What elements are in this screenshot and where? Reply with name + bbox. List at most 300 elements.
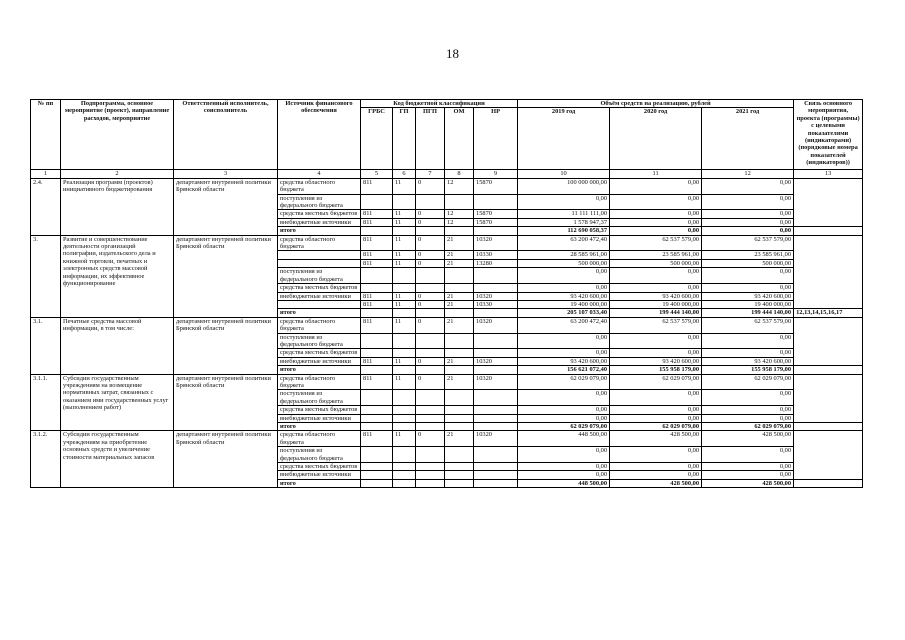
amount-2020: 23 585 961,00 bbox=[610, 251, 702, 259]
budget-code: 811 bbox=[361, 292, 393, 300]
funding-source: поступления из федерального бюджета bbox=[278, 390, 361, 406]
budget-code: 11 bbox=[393, 259, 416, 267]
amount-2021: 0,00 bbox=[702, 349, 794, 357]
budget-code bbox=[361, 479, 393, 487]
budget-code bbox=[474, 227, 518, 235]
budget-code: 15870 bbox=[474, 218, 518, 226]
budget-code: 10320 bbox=[474, 431, 518, 447]
budget-code bbox=[474, 268, 518, 284]
budget-code: 0 bbox=[416, 259, 445, 267]
budget-code bbox=[416, 471, 445, 479]
row-number: 3.1. bbox=[31, 317, 61, 374]
budget-code: 11 bbox=[393, 300, 416, 308]
budget-code bbox=[445, 463, 474, 471]
budget-code: 21 bbox=[445, 374, 474, 390]
budget-code bbox=[416, 390, 445, 406]
amount-2021: 0,00 bbox=[702, 471, 794, 479]
indicator-link-total bbox=[794, 227, 863, 235]
amount-2020: 93 420 600,00 bbox=[610, 357, 702, 365]
amount-2019: 0,00 bbox=[518, 406, 610, 414]
amount-2020: 19 400 000,00 bbox=[610, 300, 702, 308]
funding-source: поступления из федерального бюджета bbox=[278, 194, 361, 210]
amount-2021: 0,00 bbox=[702, 447, 794, 463]
index-row bbox=[31, 170, 863, 178]
budget-code: 0 bbox=[416, 317, 445, 333]
budget-code: 12 bbox=[445, 210, 474, 218]
budget-code: 0 bbox=[416, 374, 445, 390]
budget-code bbox=[393, 227, 416, 235]
budget-code bbox=[361, 284, 393, 292]
amount-2019: 100 000 000,00 bbox=[518, 178, 610, 194]
budget-code: 11 bbox=[393, 235, 416, 251]
executor-name: департамент внутренней политики Брянской области bbox=[174, 431, 278, 488]
funding-source: внебюджетные источники bbox=[278, 218, 361, 226]
funding-source bbox=[278, 300, 361, 308]
budget-code: 21 bbox=[445, 300, 474, 308]
indicator-link bbox=[794, 431, 863, 479]
amount-2020: 0,00 bbox=[610, 406, 702, 414]
measure-name: Субсидии государственным учреждениям на возмещение нормативных затрат, связанных с оказанием ими государственных услуг (выполнением работ) bbox=[61, 374, 174, 431]
funding-source bbox=[278, 259, 361, 267]
executor-name: департамент внутренней политики Брянской области bbox=[174, 178, 278, 235]
amount-2019: 156 621 072,40 bbox=[518, 366, 610, 374]
amount-2020: 62 029 079,00 bbox=[610, 374, 702, 390]
amount-2021: 0,00 bbox=[702, 210, 794, 218]
amount-2019: 0,00 bbox=[518, 471, 610, 479]
index-cell: 7 bbox=[416, 170, 445, 178]
budget-code bbox=[445, 194, 474, 210]
amount-2021: 0,00 bbox=[702, 227, 794, 235]
amount-2019: 11 111 111,00 bbox=[518, 210, 610, 218]
header-no: № пп bbox=[31, 100, 61, 170]
budget-code: 811 bbox=[361, 210, 393, 218]
amount-2020: 0,00 bbox=[610, 210, 702, 218]
budget-code bbox=[445, 284, 474, 292]
funding-source: средства местных бюджетов bbox=[278, 406, 361, 414]
budget-code: 811 bbox=[361, 300, 393, 308]
indicator-link-total bbox=[794, 423, 863, 431]
budget-code: 811 bbox=[361, 374, 393, 390]
budget-code bbox=[416, 194, 445, 210]
amount-2020: 0,00 bbox=[610, 333, 702, 349]
indicator-link bbox=[794, 317, 863, 365]
budget-code bbox=[361, 227, 393, 235]
budget-code bbox=[416, 284, 445, 292]
budget-code bbox=[393, 423, 416, 431]
amount-2019: 500 000,00 bbox=[518, 259, 610, 267]
executor-name: департамент внутренней политики Брянской области bbox=[174, 235, 278, 317]
header-row bbox=[31, 100, 863, 108]
amount-2021: 0,00 bbox=[702, 463, 794, 471]
budget-code bbox=[445, 366, 474, 374]
amount-2019: 63 200 472,40 bbox=[518, 235, 610, 251]
budget-code bbox=[445, 479, 474, 487]
amount-2019: 0,00 bbox=[518, 333, 610, 349]
budget-code: 13280 bbox=[474, 259, 518, 267]
budget-code bbox=[393, 349, 416, 357]
budget-code: 12 bbox=[445, 218, 474, 226]
budget-code bbox=[361, 349, 393, 357]
amount-2019: 19 400 000,00 bbox=[518, 300, 610, 308]
table-row bbox=[31, 235, 863, 251]
budget-code bbox=[416, 349, 445, 357]
budget-code bbox=[361, 333, 393, 349]
funding-source: средства местных бюджетов bbox=[278, 349, 361, 357]
funding-source: итого bbox=[278, 423, 361, 431]
budget-code: 21 bbox=[445, 431, 474, 447]
budget-code bbox=[445, 227, 474, 235]
amount-2020: 0,00 bbox=[610, 178, 702, 194]
amount-2019: 62 029 079,00 bbox=[518, 423, 610, 431]
header-code-nr: НР bbox=[474, 108, 518, 170]
indicator-link bbox=[794, 178, 863, 226]
amount-2021: 199 444 140,00 bbox=[702, 309, 794, 317]
amount-2021: 0,00 bbox=[702, 194, 794, 210]
amount-2019: 63 200 472,40 bbox=[518, 317, 610, 333]
budget-code bbox=[361, 423, 393, 431]
funding-source: средства местных бюджетов bbox=[278, 463, 361, 471]
budget-code bbox=[416, 479, 445, 487]
measure-name: Субсидии государственным учреждениям на приобретение основных средств и увеличение стоимости материальных запасов bbox=[61, 431, 174, 488]
budget-code bbox=[393, 414, 416, 422]
budget-code bbox=[393, 447, 416, 463]
amount-2021: 428 500,00 bbox=[702, 479, 794, 487]
amount-2019: 0,00 bbox=[518, 447, 610, 463]
budget-code bbox=[393, 309, 416, 317]
budget-code bbox=[393, 479, 416, 487]
funding-source: средства местных бюджетов bbox=[278, 210, 361, 218]
table-row bbox=[31, 317, 863, 333]
amount-2019: 0,00 bbox=[518, 414, 610, 422]
indicator-link-total: 12,13,14,15,16,17 bbox=[794, 309, 863, 317]
measure-name: Реализация программ (проектов) инициативного бюджетирования bbox=[61, 178, 174, 235]
amount-2021: 0,00 bbox=[702, 178, 794, 194]
budget-code: 11 bbox=[393, 431, 416, 447]
header-subprogram: Подпрограмма, основное мероприятие (проект), направление расходов, мероприятие bbox=[61, 100, 174, 170]
budget-code bbox=[393, 471, 416, 479]
budget-code bbox=[474, 479, 518, 487]
amount-2020: 0,00 bbox=[610, 447, 702, 463]
executor-name: департамент внутренней политики Брянской области bbox=[174, 374, 278, 431]
header-year-2021: 2021 год bbox=[702, 108, 794, 170]
budget-code bbox=[416, 309, 445, 317]
budget-code bbox=[474, 406, 518, 414]
budget-code bbox=[361, 471, 393, 479]
budget-code: 10320 bbox=[474, 357, 518, 365]
budget-code bbox=[445, 333, 474, 349]
amount-2021: 62 029 079,00 bbox=[702, 423, 794, 431]
budget-code bbox=[445, 423, 474, 431]
amount-2019: 448 500,00 bbox=[518, 431, 610, 447]
budget-code bbox=[445, 414, 474, 422]
budget-code: 10320 bbox=[474, 374, 518, 390]
budget-code: 21 bbox=[445, 259, 474, 267]
budget-code: 811 bbox=[361, 178, 393, 194]
amount-2020: 0,00 bbox=[610, 414, 702, 422]
table-row bbox=[31, 431, 863, 447]
funding-source: внебюджетные источники bbox=[278, 292, 361, 300]
amount-2019: 112 690 058,37 bbox=[518, 227, 610, 235]
header-year-2020: 2020 год bbox=[610, 108, 702, 170]
budget-code bbox=[416, 333, 445, 349]
amount-2020: 155 958 179,00 bbox=[610, 366, 702, 374]
budget-code: 21 bbox=[445, 292, 474, 300]
amount-2020: 199 444 140,00 bbox=[610, 309, 702, 317]
amount-2021: 19 400 000,00 bbox=[702, 300, 794, 308]
amount-2020: 0,00 bbox=[610, 268, 702, 284]
budget-code bbox=[416, 406, 445, 414]
budget-code: 811 bbox=[361, 317, 393, 333]
budget-code bbox=[474, 414, 518, 422]
index-cell: 4 bbox=[278, 170, 361, 178]
index-cell: 13 bbox=[794, 170, 863, 178]
executor-name: департамент внутренней политики Брянской области bbox=[174, 317, 278, 374]
table-row bbox=[31, 178, 863, 194]
funding-source: средства областного бюджета bbox=[278, 431, 361, 447]
indicator-link bbox=[794, 374, 863, 422]
index-cell: 6 bbox=[393, 170, 416, 178]
header-executor: Ответственный исполнитель, соисполнитель bbox=[174, 100, 278, 170]
amount-2020: 0,00 bbox=[610, 194, 702, 210]
budget-code bbox=[361, 390, 393, 406]
amount-2020: 0,00 bbox=[610, 463, 702, 471]
amount-2021: 0,00 bbox=[702, 333, 794, 349]
budget-code bbox=[474, 471, 518, 479]
budget-code bbox=[393, 406, 416, 414]
budget-code bbox=[445, 268, 474, 284]
budget-code: 0 bbox=[416, 357, 445, 365]
amount-2019: 205 107 033,40 bbox=[518, 309, 610, 317]
budget-code bbox=[474, 333, 518, 349]
table-row bbox=[31, 374, 863, 390]
amount-2019: 93 420 600,00 bbox=[518, 357, 610, 365]
budget-code bbox=[393, 268, 416, 284]
amount-2019: 0,00 bbox=[518, 268, 610, 284]
row-number: 3.1.2. bbox=[31, 431, 61, 488]
funding-source: поступления из федерального бюджета bbox=[278, 333, 361, 349]
budget-code bbox=[416, 268, 445, 284]
row-number: 3.1.1. bbox=[31, 374, 61, 431]
amount-2021: 62 029 079,00 bbox=[702, 374, 794, 390]
amount-2019: 1 578 947,37 bbox=[518, 218, 610, 226]
amount-2021: 93 420 600,00 bbox=[702, 292, 794, 300]
amount-2019: 0,00 bbox=[518, 390, 610, 406]
amount-2021: 0,00 bbox=[702, 390, 794, 406]
budget-code bbox=[474, 423, 518, 431]
amount-2021: 500 000,00 bbox=[702, 259, 794, 267]
amount-2020: 428 500,00 bbox=[610, 479, 702, 487]
budget-code bbox=[474, 194, 518, 210]
amount-2021: 62 537 579,00 bbox=[702, 235, 794, 251]
amount-2020: 93 420 600,00 bbox=[610, 292, 702, 300]
index-cell: 2 bbox=[61, 170, 174, 178]
budget-code: 11 bbox=[393, 357, 416, 365]
amount-2019: 28 585 961,00 bbox=[518, 251, 610, 259]
funding-source: итого bbox=[278, 227, 361, 235]
indicator-link bbox=[794, 235, 863, 309]
index-cell: 3 bbox=[174, 170, 278, 178]
amount-2020: 0,00 bbox=[610, 349, 702, 357]
budget-code: 0 bbox=[416, 292, 445, 300]
budget-code bbox=[474, 463, 518, 471]
indicator-link-total bbox=[794, 366, 863, 374]
index-cell: 1 bbox=[31, 170, 61, 178]
budget-code bbox=[445, 349, 474, 357]
budget-code: 10320 bbox=[474, 235, 518, 251]
budget-code bbox=[416, 227, 445, 235]
amount-2020: 0,00 bbox=[610, 390, 702, 406]
budget-code: 0 bbox=[416, 210, 445, 218]
amount-2019: 0,00 bbox=[518, 194, 610, 210]
budget-code bbox=[393, 284, 416, 292]
budget-code: 11 bbox=[393, 317, 416, 333]
amount-2020: 62 029 079,00 bbox=[610, 423, 702, 431]
budget-code: 0 bbox=[416, 218, 445, 226]
budget-code bbox=[474, 366, 518, 374]
index-cell: 5 bbox=[361, 170, 393, 178]
funding-source: средства областного бюджета bbox=[278, 178, 361, 194]
budget-code bbox=[416, 447, 445, 463]
budget-code bbox=[393, 463, 416, 471]
funding-source: средства местных бюджетов bbox=[278, 284, 361, 292]
budget-code bbox=[361, 366, 393, 374]
budget-code bbox=[393, 194, 416, 210]
amount-2020: 0,00 bbox=[610, 471, 702, 479]
amount-2020: 0,00 bbox=[610, 218, 702, 226]
budget-code: 21 bbox=[445, 235, 474, 251]
budget-code bbox=[361, 406, 393, 414]
index-cell: 11 bbox=[610, 170, 702, 178]
funding-source: внебюджетные источники bbox=[278, 357, 361, 365]
table-body bbox=[31, 178, 863, 487]
amount-2019: 448 500,00 bbox=[518, 479, 610, 487]
budget-code bbox=[416, 414, 445, 422]
budget-code bbox=[474, 309, 518, 317]
budget-code bbox=[416, 463, 445, 471]
amount-2020: 500 000,00 bbox=[610, 259, 702, 267]
funding-source: средства областного бюджета bbox=[278, 235, 361, 251]
budget-code: 811 bbox=[361, 251, 393, 259]
budget-code: 10320 bbox=[474, 317, 518, 333]
budget-code bbox=[361, 194, 393, 210]
page-number: 18 bbox=[446, 46, 459, 61]
header-volume-group: Объём средств на реализацию, рублей bbox=[518, 100, 794, 108]
header-code-om: ОМ bbox=[445, 108, 474, 170]
budget-code: 15870 bbox=[474, 178, 518, 194]
budget-code bbox=[393, 390, 416, 406]
budget-code bbox=[474, 390, 518, 406]
amount-2020: 0,00 bbox=[610, 227, 702, 235]
measure-name: Печатные средства массовой информации, в том числе: bbox=[61, 317, 174, 374]
budget-code bbox=[445, 471, 474, 479]
amount-2021: 62 537 579,00 bbox=[702, 317, 794, 333]
funding-source bbox=[278, 251, 361, 259]
budget-code bbox=[393, 366, 416, 374]
budget-code: 15870 bbox=[474, 210, 518, 218]
budget-code: 11 bbox=[393, 374, 416, 390]
budget-code: 10330 bbox=[474, 300, 518, 308]
budget-code: 10320 bbox=[474, 292, 518, 300]
header-code-gp: ГП bbox=[393, 108, 416, 170]
amount-2019: 0,00 bbox=[518, 284, 610, 292]
budget-code: 0 bbox=[416, 251, 445, 259]
budget-code: 21 bbox=[445, 317, 474, 333]
funding-source: итого bbox=[278, 479, 361, 487]
amount-2021: 0,00 bbox=[702, 268, 794, 284]
measure-name: Развитие и совершенствование деятельности организаций полиграфии, издательского дела и книжной торговли, печатных и электронных средств массовой информации, их эффективное функционирование bbox=[61, 235, 174, 317]
budget-code: 10330 bbox=[474, 251, 518, 259]
amount-2021: 0,00 bbox=[702, 284, 794, 292]
budget-code bbox=[361, 309, 393, 317]
header-code-grbs: ГРБС bbox=[361, 108, 393, 170]
funding-source: итого bbox=[278, 366, 361, 374]
budget-code bbox=[445, 447, 474, 463]
index-cell: 9 bbox=[474, 170, 518, 178]
funding-source: средства областного бюджета bbox=[278, 374, 361, 390]
amount-2020: 428 500,00 bbox=[610, 431, 702, 447]
budget-code: 811 bbox=[361, 357, 393, 365]
budget-code: 0 bbox=[416, 235, 445, 251]
budget-code: 21 bbox=[445, 251, 474, 259]
budget-code: 0 bbox=[416, 431, 445, 447]
amount-2019: 0,00 bbox=[518, 463, 610, 471]
funding-source: внебюджетные источники bbox=[278, 471, 361, 479]
budget-code: 811 bbox=[361, 235, 393, 251]
funding-source: средства областного бюджета bbox=[278, 317, 361, 333]
budget-code: 811 bbox=[361, 218, 393, 226]
index-cell: 12 bbox=[702, 170, 794, 178]
budget-code: 11 bbox=[393, 178, 416, 194]
amount-2021: 428 500,00 bbox=[702, 431, 794, 447]
budget-code bbox=[474, 447, 518, 463]
funding-source: поступления из федерального бюджета bbox=[278, 268, 361, 284]
budget-code: 11 bbox=[393, 292, 416, 300]
amount-2019: 0,00 bbox=[518, 349, 610, 357]
budget-code bbox=[445, 406, 474, 414]
budget-code bbox=[361, 463, 393, 471]
budget-code bbox=[361, 268, 393, 284]
header-year-2019: 2019 год bbox=[518, 108, 610, 170]
budget-code: 11 bbox=[393, 210, 416, 218]
index-cell: 10 bbox=[518, 170, 610, 178]
funding-source: итого bbox=[278, 309, 361, 317]
budget-code: 811 bbox=[361, 259, 393, 267]
budget-table bbox=[30, 99, 863, 488]
amount-2020: 62 537 579,00 bbox=[610, 317, 702, 333]
budget-code bbox=[361, 447, 393, 463]
amount-2021: 0,00 bbox=[702, 218, 794, 226]
indicator-link-total bbox=[794, 479, 863, 487]
budget-code bbox=[361, 414, 393, 422]
amount-2021: 0,00 bbox=[702, 414, 794, 422]
budget-code: 12 bbox=[445, 178, 474, 194]
index-cell: 8 bbox=[445, 170, 474, 178]
budget-code: 0 bbox=[416, 178, 445, 194]
budget-code bbox=[474, 284, 518, 292]
amount-2021: 93 420 600,00 bbox=[702, 357, 794, 365]
funding-source: внебюджетные источники bbox=[278, 414, 361, 422]
header-link: Связь основного мероприятия, проекта (программы) с целевыми показателями (индикаторами) (порядковые номера показателей (индикаторов)) bbox=[794, 100, 863, 170]
row-number: 2.4. bbox=[31, 178, 61, 235]
budget-code bbox=[416, 366, 445, 374]
header-code-pgp: ПГП bbox=[416, 108, 445, 170]
row-number: 3. bbox=[31, 235, 61, 317]
budget-code: 811 bbox=[361, 431, 393, 447]
budget-code bbox=[393, 333, 416, 349]
amount-2019: 93 420 600,00 bbox=[518, 292, 610, 300]
amount-2021: 155 958 179,00 bbox=[702, 366, 794, 374]
budget-code bbox=[474, 349, 518, 357]
